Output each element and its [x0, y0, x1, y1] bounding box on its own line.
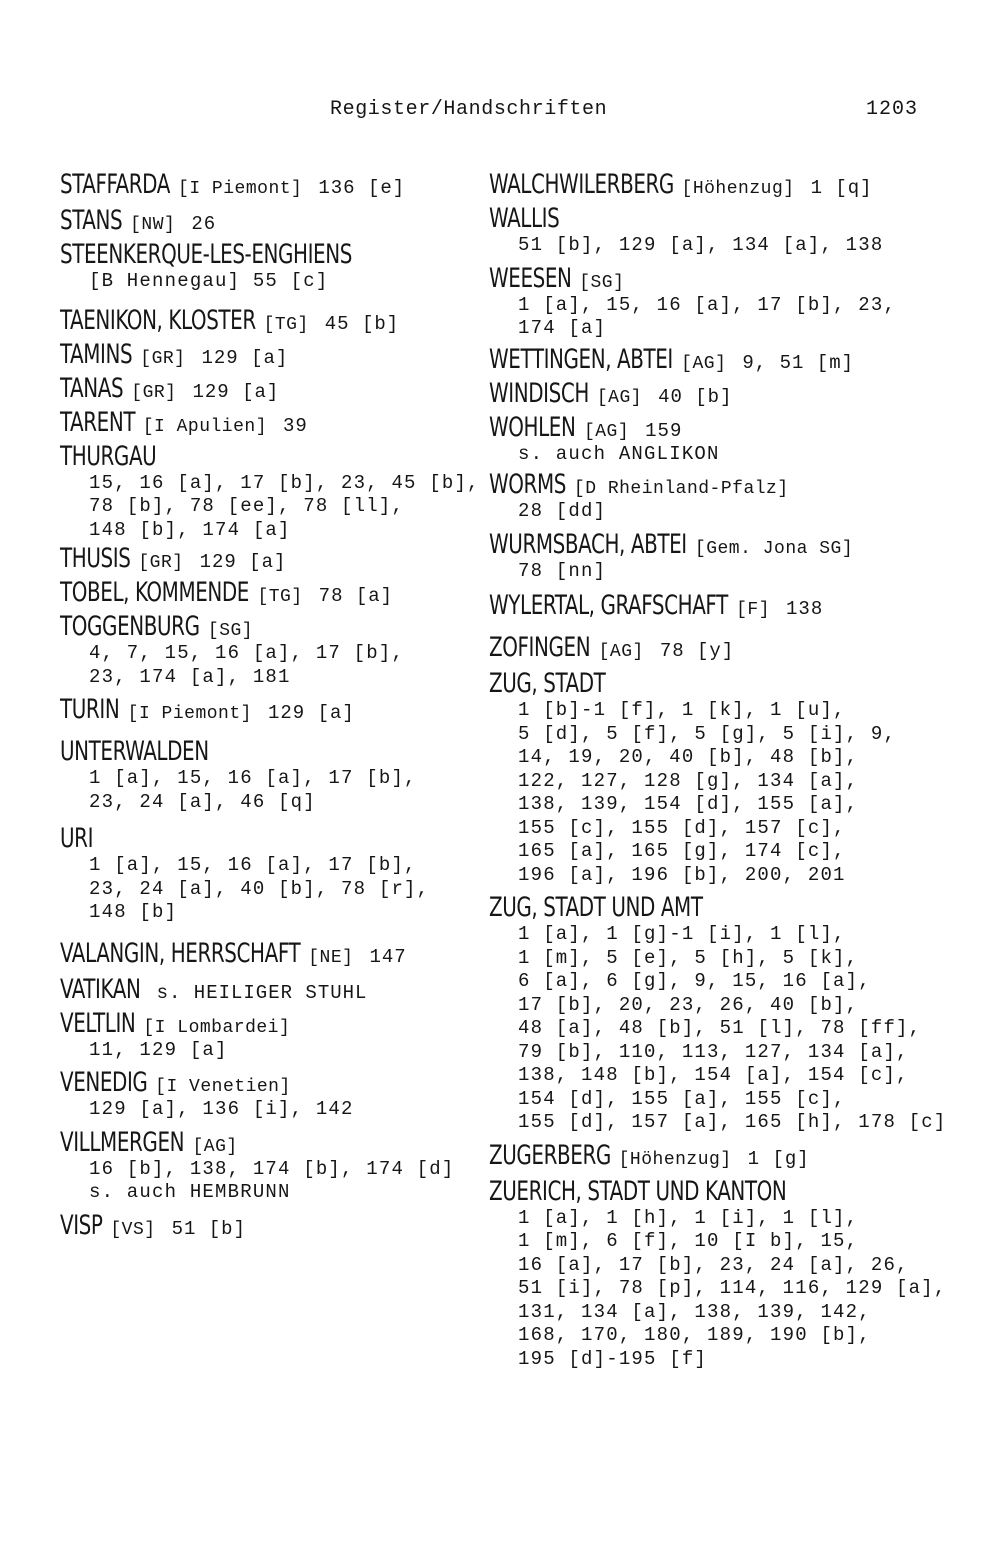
entry-headline: [60, 170, 480, 200]
index-entry: [489, 204, 989, 258]
entry-reference-line: 78 [nn]: [518, 559, 607, 582]
entry-reference-line: [B Hennegau] 55 [c]: [89, 270, 329, 292]
entry-headline: [60, 1009, 480, 1039]
entry-qualifier: [F]: [736, 600, 771, 620]
entry-reference-line: 1 [m], 5 [e], 5 [h], 5 [k],: [518, 946, 859, 969]
entry-name: TANAS: [60, 372, 124, 404]
entry-headline: [489, 379, 989, 409]
entry-qualifier: [I Piemont]: [178, 179, 303, 199]
entry-headline: [489, 669, 989, 699]
entry-qualifier: [TG]: [257, 587, 303, 607]
index-entry: [60, 737, 480, 814]
entry-name: ZUG, STADT UND AMT: [489, 892, 703, 923]
entry-reference-line: 16 [a], 17 [b], 23, 24 [a], 26,: [518, 1253, 909, 1276]
entry-reference-line: 17 [b], 20, 23, 26, 40 [b],: [518, 993, 859, 1016]
running-title: Register/Handschriften: [330, 98, 608, 121]
entry-reference-line: 131, 134 [a], 138, 139, 142,: [518, 1300, 871, 1323]
left-column: [60, 170, 480, 1241]
entry-qualifier: [GR]: [140, 348, 186, 369]
entry-reference-line: 23, 174 [a], 181: [89, 665, 291, 688]
entry-qualifier: [I Venetien]: [155, 1077, 291, 1097]
entry-headline: [489, 345, 989, 375]
entry-reference-line: 196 [a], 196 [b], 200, 201: [518, 863, 846, 886]
entry-reference-line: 138, 148 [b], 154 [a], 154 [c],: [518, 1064, 909, 1086]
entry-reference-line: 155 [d], 157 [a], 165 [h], 178 [c]: [518, 1111, 947, 1133]
index-entry: [60, 612, 480, 689]
entry-reference-line: 11, 129 [a]: [89, 1038, 228, 1061]
entry-reference-line: 1 [a], 15, 16 [a], 17 [b],: [89, 767, 417, 789]
entry-reference-line: 155 [c], 155 [d], 157 [c],: [518, 816, 846, 839]
entry-reference-line: 1 [a], 1 [g]-1 [i], 1 [l],: [518, 923, 846, 945]
entry-reference-line: 23, 24 [a], 46 [q]: [89, 790, 316, 813]
entry-reference-line: s. auch ANGLIKON: [518, 442, 720, 465]
entry-headline: [489, 1177, 989, 1207]
index-entry: [489, 470, 989, 524]
entry-qualifier: [GR]: [138, 553, 184, 573]
entry-references: 129 [a]: [199, 551, 287, 573]
entry-references: 1 [q]: [810, 177, 873, 199]
entry-qualifier: [Höhenzug]: [681, 179, 795, 199]
index-entry: [60, 695, 480, 725]
entry-name: TAENIKON, KLOSTER: [60, 304, 256, 336]
entry-references: 26: [191, 213, 217, 235]
index-entry: [60, 1211, 480, 1241]
entry-headline: [60, 737, 480, 767]
entry-headline: [60, 206, 480, 236]
entry-reference-line: 14, 19, 20, 40 [b], 48 [b],: [518, 746, 859, 768]
entry-name: WYLERTAL, GRAFSCHAFT: [489, 590, 728, 621]
entry-reference-line: 174 [a]: [518, 317, 607, 339]
entry-name: URI: [60, 823, 94, 854]
entry-qualifier: [TG]: [263, 314, 309, 335]
entry-qualifier: [GR]: [131, 382, 177, 403]
entry-references: 78 [y]: [659, 640, 735, 662]
entry-headline: [60, 975, 480, 1005]
entry-reference-line: 4, 7, 15, 16 [a], 17 [b],: [89, 642, 405, 664]
index-entry: [60, 1009, 480, 1063]
entry-reference-line: 168, 170, 180, 189, 190 [b],: [518, 1324, 871, 1346]
entry-references: 78 [a]: [318, 585, 394, 607]
entry-name: WOHLEN: [489, 411, 576, 443]
entry-name: ZOFINGEN: [489, 632, 591, 663]
entry-name: WALLIS: [489, 203, 560, 234]
entry-name: VENEDIG: [60, 1067, 148, 1098]
index-entry: [60, 240, 480, 294]
entry-headline: [60, 824, 480, 854]
entry-qualifier: [Gem. Jona SG]: [694, 538, 854, 559]
entry-name: TOGGENBURG: [60, 611, 200, 642]
entry-headline: [60, 442, 480, 472]
entry-headline: [60, 612, 480, 642]
entry-name: TURIN: [60, 694, 120, 725]
entry-headline: [489, 170, 989, 200]
entry-qualifier: [I Piemont]: [127, 704, 252, 724]
entry-reference-line: 122, 127, 128 [g], 134 [a],: [518, 769, 859, 792]
index-entry: [60, 1128, 480, 1205]
entry-name: UNTERWALDEN: [60, 736, 209, 767]
entry-references: 9, 51 [m]: [742, 351, 855, 374]
entry-reference-line: 1 [a], 1 [h], 1 [i], 1 [l],: [518, 1206, 859, 1229]
index-entry: [60, 408, 480, 438]
entry-name: TOBEL, KOMMENDE: [60, 577, 249, 608]
entry-reference-line: 154 [d], 155 [a], 155 [c],: [518, 1087, 846, 1110]
index-entry: [489, 379, 989, 409]
entry-references: 129 [a]: [192, 380, 280, 403]
entry-reference-line: 148 [b]: [89, 901, 178, 923]
index-entry: [489, 893, 989, 1135]
entry-reference-line: 48 [a], 48 [b], 51 [l], 78 [ff],: [518, 1017, 922, 1039]
entry-headline: [60, 939, 480, 969]
entry-reference-line: 28 [dd]: [518, 500, 607, 522]
entry-reference-line: 23, 24 [a], 40 [b], 78 [r],: [89, 877, 430, 900]
entry-reference-line: 165 [a], 165 [g], 174 [c],: [518, 840, 846, 862]
entry-references: 138: [786, 598, 824, 620]
entry-name: VELTLIN: [60, 1007, 136, 1039]
entry-headline: [60, 1068, 480, 1098]
entry-qualifier: [SG]: [579, 272, 625, 293]
entry-references: 129 [a]: [201, 346, 289, 369]
entry-headline: [489, 591, 989, 621]
entry-name: WURMSBACH, ABTEI: [489, 528, 687, 560]
entry-headline: [60, 240, 480, 270]
entry-references: 39: [283, 414, 308, 437]
entry-qualifier: [I Apulien]: [142, 416, 268, 437]
entry-name: VATIKAN: [60, 973, 141, 1005]
entry-qualifier: [I Lombardei]: [143, 1017, 291, 1038]
entry-name: WALCHWILERBERG: [489, 169, 674, 200]
entry-qualifier: [NW]: [130, 215, 176, 235]
entry-reference-line: 1 [b]-1 [f], 1 [k], 1 [u],: [518, 699, 846, 721]
entry-name: VISP: [60, 1209, 103, 1241]
entry-headline: [60, 1128, 480, 1158]
entry-name: STANS: [60, 205, 123, 236]
entry-references: 159: [645, 419, 683, 442]
entry-name: STAFFARDA: [60, 169, 170, 200]
entry-name: VALANGIN, HERRSCHAFT: [60, 937, 301, 969]
entry-references: 129 [a]: [267, 702, 355, 724]
entry-qualifier: [AG]: [583, 421, 630, 442]
entry-reference-line: 138, 139, 154 [d], 155 [a],: [518, 793, 859, 815]
entry-reference-line: 1 [m], 6 [f], 10 [I b], 15,: [518, 1230, 859, 1252]
entry-name: WINDISCH: [489, 377, 589, 409]
index-entry: [60, 578, 480, 608]
entry-headline: [489, 413, 989, 443]
index-entry: [489, 633, 989, 663]
entry-name: VILLMERGEN: [60, 1126, 185, 1158]
entry-reference-line: 195 [d]-195 [f]: [518, 1347, 708, 1370]
entry-headline: [489, 893, 989, 923]
entry-headline: [60, 408, 480, 438]
entry-qualifier: [AG]: [596, 387, 643, 408]
entry-reference-line: 6 [a], 6 [g], 9, 15, 16 [a],: [518, 970, 871, 992]
entry-headline: [60, 340, 480, 370]
index-entry: [60, 374, 480, 404]
page-number: 1203: [866, 98, 919, 121]
entry-reference-line: s. auch HEMBRUNN: [89, 1181, 291, 1203]
index-entry: [60, 824, 480, 925]
entry-qualifier: [SG]: [207, 621, 254, 641]
entry-reference-line: 1 [a], 15, 16 [a], 17 [b],: [89, 854, 417, 876]
entry-qualifier: [VS]: [110, 1219, 156, 1240]
entry-reference-line: 16 [b], 138, 174 [b], 174 [d]: [89, 1157, 455, 1180]
entry-headline: [60, 306, 480, 336]
index-entry: [60, 170, 480, 200]
entry-reference-line: 129 [a], 136 [i], 142: [89, 1098, 354, 1120]
entry-headline: [489, 204, 989, 234]
index-entry: [489, 264, 989, 341]
page-header: [0, 98, 1000, 124]
entry-reference-line: 51 [i], 78 [p], 114, 116, 129 [a],: [518, 1277, 947, 1299]
index-entry: [60, 340, 480, 370]
index-entry: [489, 413, 989, 467]
index-entry: [489, 345, 989, 375]
index-entry: [489, 1177, 989, 1372]
entry-references: 147: [369, 945, 407, 968]
entry-name: ZUGERBERG: [489, 1139, 611, 1171]
entry-references: 136 [e]: [318, 177, 406, 199]
entry-reference-line: 79 [b], 110, 113, 127, 134 [a],: [518, 1040, 909, 1063]
entry-qualifier: [Höhenzug]: [618, 1149, 732, 1170]
entry-name: ZUG, STADT: [489, 668, 606, 699]
index-entry: [60, 206, 480, 236]
entry-qualifier: [AG]: [192, 1136, 238, 1157]
entry-headline: [60, 374, 480, 404]
entry-headline: [60, 1211, 480, 1241]
entry-headline: [489, 264, 989, 294]
entry-headline: [489, 530, 989, 560]
index-entry: [60, 939, 480, 969]
index-entry: [489, 530, 989, 584]
entry-reference-line: 78 [b], 78 [ee], 78 [ll],: [89, 495, 405, 517]
entry-reference-line: 148 [b], 174 [a]: [89, 518, 291, 541]
entry-name: STEENKERQUE-LES-ENGHIENS: [60, 239, 352, 270]
entry-references: 45 [b]: [324, 312, 400, 335]
index-entry: [489, 1141, 989, 1171]
entry-name: WETTINGEN, ABTEI: [489, 343, 673, 375]
entry-name: TAMINS: [60, 338, 133, 370]
index-entry: [60, 975, 480, 1005]
entry-headline: [60, 695, 480, 725]
entry-reference-line: 51 [b], 129 [a], 134 [a], 138: [518, 234, 884, 256]
index-entry: [489, 669, 989, 887]
entry-reference-line: 1 [a], 15, 16 [a], 17 [b], 23,: [518, 293, 897, 316]
entry-reference-line: 15, 16 [a], 17 [b], 23, 45 [b],: [89, 471, 480, 494]
entry-headline: [60, 578, 480, 608]
entry-qualifier: [AG]: [681, 353, 727, 374]
entry-references: 40 [b]: [658, 385, 733, 408]
entry-headline: [489, 470, 989, 500]
entry-references: 1 [g]: [747, 1147, 810, 1170]
index-entry: [489, 591, 989, 621]
index-entry: [60, 442, 480, 543]
index-entry: [60, 1068, 480, 1122]
index-entry: [60, 544, 480, 574]
entry-name: ZUERICH, STADT UND KANTON: [489, 1175, 787, 1207]
entry-references: s. HEILIGER STUHL: [156, 981, 368, 1004]
entry-references: 51 [b]: [171, 1217, 246, 1240]
entry-reference-line: 5 [d], 5 [f], 5 [g], 5 [i], 9,: [518, 722, 897, 745]
index-entry: [60, 306, 480, 336]
entry-headline: [489, 1141, 989, 1171]
entry-name: TARENT: [60, 406, 136, 438]
entry-headline: [489, 633, 989, 663]
entry-name: WORMS: [489, 469, 567, 500]
right-column: [489, 170, 989, 1371]
entry-qualifier: [D Rheinland-Pfalz]: [573, 479, 789, 499]
entry-headline: [60, 544, 480, 574]
entry-qualifier: [AG]: [598, 642, 644, 662]
entry-qualifier: [NE]: [308, 947, 354, 968]
entry-name: WEESEN: [489, 262, 572, 294]
index-entry: [489, 170, 989, 200]
entry-name: THUSIS: [60, 543, 131, 574]
entry-name: THURGAU: [60, 440, 157, 472]
